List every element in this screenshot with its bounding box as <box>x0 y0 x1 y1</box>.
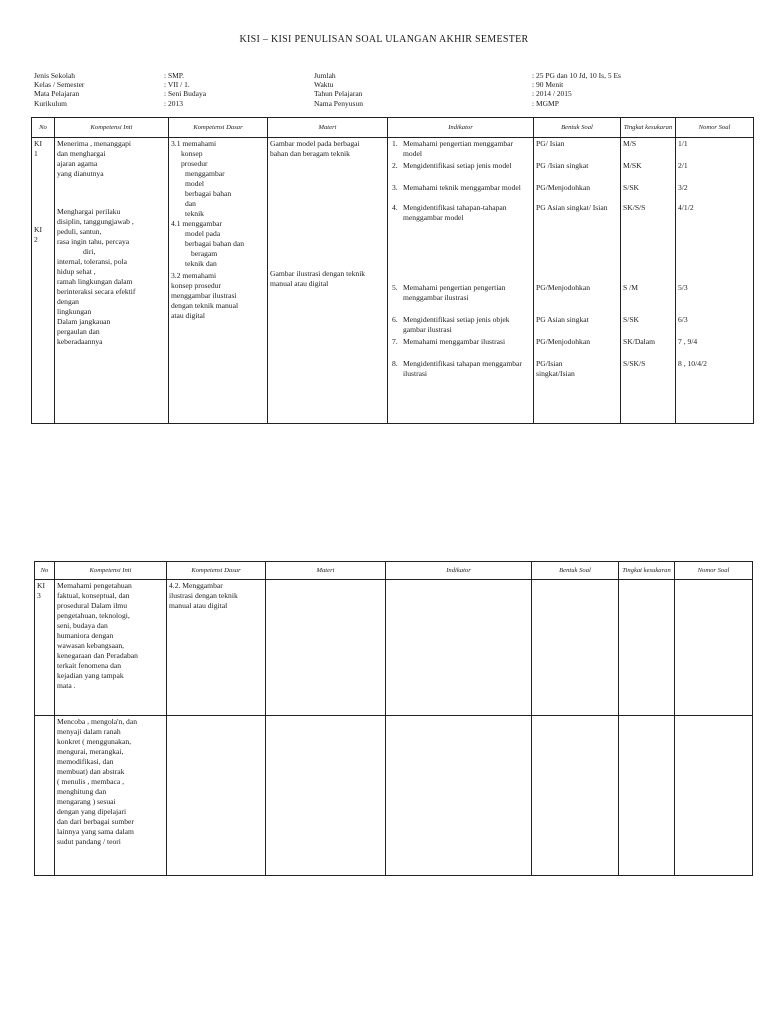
kd-line: model <box>185 179 204 188</box>
ki-line: seni, budaya dan <box>57 621 108 630</box>
kd-line: menggambar ilustrasi <box>171 291 237 300</box>
kd-line: dengan teknik manual <box>171 301 239 310</box>
tingkat-value: S/SK <box>623 183 640 192</box>
meta-label: Kurikulum <box>34 98 67 108</box>
materi-text: Gambar ilustrasi dengan teknik manual atau digital <box>270 269 366 288</box>
bentuk-value: PG Asian singkat/ Isian <box>536 203 608 212</box>
kd-line: konsep prosedur <box>171 281 221 290</box>
ki-line: internal, toleransi, pola <box>57 257 128 266</box>
meta-label: Waktu <box>314 80 334 90</box>
nomor-value: 3/2 <box>678 183 688 192</box>
header-kompetensi-dasar: Kompetensi Dasar <box>167 562 266 580</box>
kd-line: manual atau digital <box>169 601 228 610</box>
indicator-number: 2. <box>392 161 398 170</box>
bentuk-value: PG/ Isian <box>536 139 565 148</box>
bentuk-soal-cell <box>532 580 619 716</box>
indicator-item <box>390 161 531 183</box>
indicator-number: 6. <box>392 315 398 324</box>
header-materi: Materi <box>268 118 388 138</box>
nomor-value: 8 , 10/4/2 <box>678 359 707 368</box>
meta-value: : VII / 1. <box>164 80 190 90</box>
table-row <box>35 580 753 716</box>
indicator-text: Mengidentifikasi tahapan menggambar ilustrasi <box>403 359 522 378</box>
meta-value: : 90 Menit <box>532 80 564 90</box>
meta-value: : 2013 <box>164 98 183 108</box>
kompetensi-inti-cell <box>55 716 167 876</box>
indicator-number: 4. <box>392 203 398 212</box>
bentuk-value: PG/Isian singkat/Isian <box>536 359 575 378</box>
kd-line: 3.1 memahami <box>171 139 217 148</box>
kd-line: prosedur <box>181 159 208 168</box>
nomor-soal-cell <box>675 716 753 876</box>
indicator-number: 1. <box>392 139 398 148</box>
kd-line: 4.1 menggambar <box>171 219 223 228</box>
kd-line: atau digital <box>171 311 205 320</box>
header-kompetensi-inti: Kompetensi Inti <box>55 118 169 138</box>
meta-right-values <box>532 71 621 108</box>
ki-line: Mencoba , mengola'n, dan <box>57 717 138 726</box>
ki-line: rasa ingin tahu, percaya <box>57 237 130 246</box>
header-nomor-soal: Nomor Soal <box>676 118 754 138</box>
ki-line: prosedural Dalam ilmu <box>57 601 128 610</box>
meta-label: Kelas / Semester <box>34 80 85 90</box>
ki-line: wawasan kebangsaan, <box>57 641 125 650</box>
indikator-cell <box>386 716 532 876</box>
ki-line: Dalam jangkauan <box>57 317 111 326</box>
page-title: KISI – KISI PENULISAN SOAL ULANGAN AKHIR SEMESTER <box>239 34 529 45</box>
kd-line: dan <box>185 199 196 208</box>
nomor-value: 7 , 9/4 <box>678 337 698 346</box>
ki-line: sudut pandang / teori <box>57 837 121 846</box>
bentuk-value: PG /Isian singkat <box>536 161 589 170</box>
bentuk-value: PG/Menjodohkan <box>536 337 590 346</box>
tingkat-value: M/S <box>623 139 637 148</box>
table-row <box>32 138 754 424</box>
ki-line: kejadian yang tampak <box>57 671 124 680</box>
indikator-cell <box>386 580 532 716</box>
table-header-row <box>32 118 754 138</box>
meta-left-labels <box>34 71 84 108</box>
indicator-text: Mengidentifikasi setiap jenis objek gambar ilustrasi <box>403 315 510 334</box>
header-kompetensi-dasar: Kompetensi Dasar <box>169 118 268 138</box>
header-bentuk-soal: Bentuk Soal <box>532 562 619 580</box>
indicator-item <box>390 283 531 315</box>
tingkat-kesukaran-cell <box>619 580 675 716</box>
kompetensi-inti-cell <box>55 138 169 424</box>
ki-line: ( menulis , membaca , <box>57 777 125 786</box>
header-no: No <box>35 562 55 580</box>
ki-line: pergaulan dan <box>57 327 100 336</box>
ki-line: membuat) dan abstrak <box>57 767 125 776</box>
kd-line: konsep <box>181 149 203 158</box>
ki-line: dengan yang dipelajari <box>57 807 127 816</box>
ki-line: terkait fenomena dan <box>57 661 122 670</box>
no-ki2: KI 2 <box>34 225 43 244</box>
kd-line: 3.2 memahami <box>171 271 217 280</box>
meta-right-labels <box>314 71 363 108</box>
kd-line: model pada <box>185 229 221 238</box>
tingkat-kesukaran-cell <box>621 138 676 424</box>
indicator-text: Memahami pengertian menggambar model <box>403 139 514 158</box>
no-cell <box>32 138 55 424</box>
indicator-number: 5. <box>392 283 398 292</box>
table-row <box>35 716 753 876</box>
bentuk-value: PG/Menjodohkan <box>536 183 590 192</box>
header-indikator: Indikator <box>386 562 532 580</box>
kisi-table-1 <box>31 117 754 424</box>
ki-line: hidup sehat , <box>57 267 96 276</box>
nomor-value: 1/1 <box>678 139 688 148</box>
ki-line: Memahami pengetahuan <box>57 581 132 590</box>
kd-line: berbagai bahan dan <box>185 239 245 248</box>
ki-line: ramah lingkungan dalam <box>57 277 133 286</box>
nomor-value: 5/3 <box>678 283 688 292</box>
ki-line: diri, <box>83 247 96 256</box>
indicator-item <box>390 139 531 161</box>
bentuk-value: PG/Menjodohkan <box>536 283 590 292</box>
indicator-number: 3. <box>392 183 398 192</box>
tingkat-value: M/SK <box>623 161 642 170</box>
no-ki1: KI 1 <box>34 139 43 158</box>
header-tingkat-kesukaran: Tingkat kesukaran <box>621 118 676 138</box>
tingkat-kesukaran-cell <box>619 716 675 876</box>
meta-value: : 25 PG dan 10 Jd, 10 Is, 5 Es <box>532 71 621 80</box>
indicator-item <box>390 203 531 283</box>
kd-line: beragam <box>191 249 218 258</box>
indikator-cell <box>388 138 534 424</box>
indicator-text: Memahami menggambar ilustrasi <box>403 337 506 346</box>
indicator-item <box>390 183 531 203</box>
ki-line: kenegaraan dan Peradaban <box>57 651 138 660</box>
ki-line: faktual, konseptual, dan <box>57 591 130 600</box>
ki-line: peduli, santun, <box>57 227 102 236</box>
indicator-number: 7. <box>392 337 398 346</box>
materi-text: Gambar model pada berbagai bahan dan beragam teknik <box>270 139 360 158</box>
no-ki3: KI 3 <box>37 581 46 600</box>
meta-value: : SMP. <box>164 71 185 80</box>
ki-line: humaniora dengan <box>57 631 114 640</box>
no-cell <box>35 580 55 716</box>
kd-line: berbagai bahan <box>185 189 232 198</box>
kd-line: teknik dan <box>185 259 217 268</box>
kd-line: menggambar <box>185 169 225 178</box>
kompetensi-dasar-cell <box>167 580 266 716</box>
tingkat-value: S /M <box>623 283 638 292</box>
indicator-item <box>390 315 531 337</box>
kisi-table-2 <box>34 561 753 876</box>
ki-line: memodifikasi, dan <box>57 757 114 766</box>
ki-line: keberadaannya <box>57 337 103 346</box>
ki-line: lingkungan <box>57 307 92 316</box>
kompetensi-dasar-cell <box>169 138 268 424</box>
ki-line: mengarang ) sesuai <box>57 797 116 806</box>
kd-line: ilustrasi dengan teknik <box>169 591 238 600</box>
header-kompetensi-inti: Kompetensi Inti <box>55 562 167 580</box>
table-header-row <box>35 562 753 580</box>
nomor-value: 6/3 <box>678 315 688 324</box>
tingkat-value: SK/S/S <box>623 203 646 212</box>
indicator-text: Memahami pengertian pengertian menggambar ilustrasi <box>403 283 506 302</box>
nomor-soal-cell <box>676 138 754 424</box>
tingkat-value: S/SK <box>623 315 640 324</box>
indicator-item <box>390 337 531 359</box>
ki-line: berinteraksi secara efektif <box>57 287 136 296</box>
no-cell <box>35 716 55 876</box>
ki-line: Menerima , menanggapi <box>57 139 132 148</box>
meta-label: Tahun Pelajaran <box>314 89 363 99</box>
ki-line: menghitung dan <box>57 787 107 796</box>
ki-line: yang dianutnya <box>57 169 104 178</box>
materi-cell <box>266 580 386 716</box>
ki-line: pengetahuan, teknologi, <box>57 611 130 620</box>
indicator-text: Mengidentifikasi tahapan-tahapan menggambar model <box>403 203 507 222</box>
header-bentuk-soal: Bentuk Soal <box>534 118 621 138</box>
meta-value: : 2014 / 2015 <box>532 89 572 99</box>
meta-label: Nama Penyusun <box>314 98 363 108</box>
ki-line: mata . <box>57 681 76 690</box>
kd-line: teknik <box>185 209 204 218</box>
kompetensi-inti-cell <box>55 580 167 716</box>
kd-line: 4.2. Menggambar <box>169 581 223 590</box>
header-nomor-soal: Nomor Soal <box>675 562 753 580</box>
ki-line: Menghargai perilaku <box>57 207 121 216</box>
bentuk-value: PG Asian singkat <box>536 315 589 324</box>
header-no: No <box>32 118 55 138</box>
ki-line: konkret ( menggunakan, <box>57 737 132 746</box>
meta-value: : MGMP <box>532 98 559 108</box>
indicator-text: Mengidentifikasi setiap jenis model <box>403 161 512 170</box>
ki-line: dan dari berbagai sumber <box>57 817 134 826</box>
meta-value: : Seni Budaya <box>164 89 207 99</box>
bentuk-soal-cell <box>532 716 619 876</box>
materi-cell <box>266 716 386 876</box>
ki-line: ajaran agama <box>57 159 98 168</box>
indicator-number: 8. <box>392 359 398 368</box>
ki-line: lainnya yang sama dalam <box>57 827 134 836</box>
ki-line: mengurai, merangkai, <box>57 747 124 756</box>
meta-label: Jumlah <box>314 71 336 80</box>
ki-line: menyaji dalam ranah <box>57 727 121 736</box>
materi-cell <box>268 138 388 424</box>
header-tingkat-kesukaran: Tingkat kesukaran <box>619 562 675 580</box>
indicator-text: Memahami teknik menggambar model <box>403 183 521 192</box>
nomor-value: 2/1 <box>678 161 688 170</box>
ki-line: dan menghargai <box>57 149 106 158</box>
indicator-item <box>390 359 531 381</box>
bentuk-soal-cell <box>534 138 621 424</box>
kompetensi-dasar-cell <box>167 716 266 876</box>
ki-line: dengan <box>57 297 79 306</box>
meta-label: Mata Pelajaran <box>34 89 80 99</box>
nomor-value: 4/1/2 <box>678 203 694 212</box>
header-materi: Materi <box>266 562 386 580</box>
nomor-soal-cell <box>675 580 753 716</box>
header-indikator: Indikator <box>388 118 534 138</box>
ki-line: disiplin, tanggungjawab , <box>57 217 134 226</box>
meta-left-values <box>164 71 206 108</box>
meta-label: Jenis Sekolah <box>34 71 76 80</box>
tingkat-value: S/SK/S <box>623 359 646 368</box>
tingkat-value: SK/Dalam <box>623 337 656 346</box>
